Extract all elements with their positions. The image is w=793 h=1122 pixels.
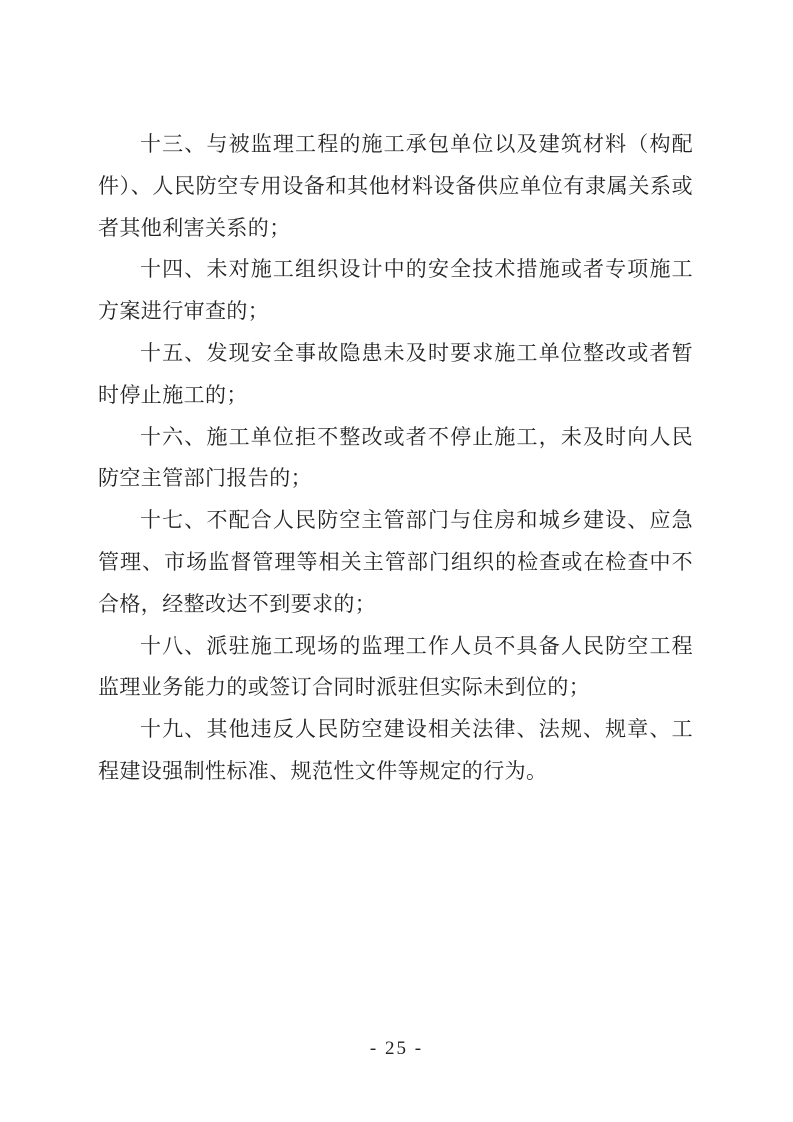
document-body (98, 124, 693, 793)
paragraph-item-15: 十五、发现安全事故隐患未及时要求施工单位整改或者暂时停止施工的； (98, 340, 693, 407)
paragraph-item-14: 十四、未对施工组织设计中的安全技术措施或者专项施工方案进行审查的； (98, 257, 693, 324)
page-number: - 25 - (369, 1038, 424, 1059)
paragraph-item-18: 十八、派驻施工现场的监理工作人员不具备人民防空工程监理业务能力的或签订合同时派驻但实际未到位的； (98, 633, 693, 700)
paragraph-item-16: 十六、施工单位拒不整改或者不停止施工，未及时向人民防空主管部门报告的； (98, 424, 693, 491)
paragraph-item-13: 十三、与被监理工程的施工承包单位以及建筑材料（构配件）、人民防空专用设备和其他材料设备供应单位有隶属关系或者其他利害关系的； (98, 132, 693, 240)
paragraph-item-17: 十七、不配合人民防空主管部门与住房和城乡建设、应急管理、市场监督管理等相关主管部门组织的检查或在检查中不合格，经整改达不到要求的； (98, 508, 693, 616)
page-footer (0, 1038, 793, 1060)
paragraph-item-19: 十九、其他违反人民防空建设相关法律、法规、规章、工程建设强制性标准、规范性文件等规定的行为。 (98, 717, 693, 783)
